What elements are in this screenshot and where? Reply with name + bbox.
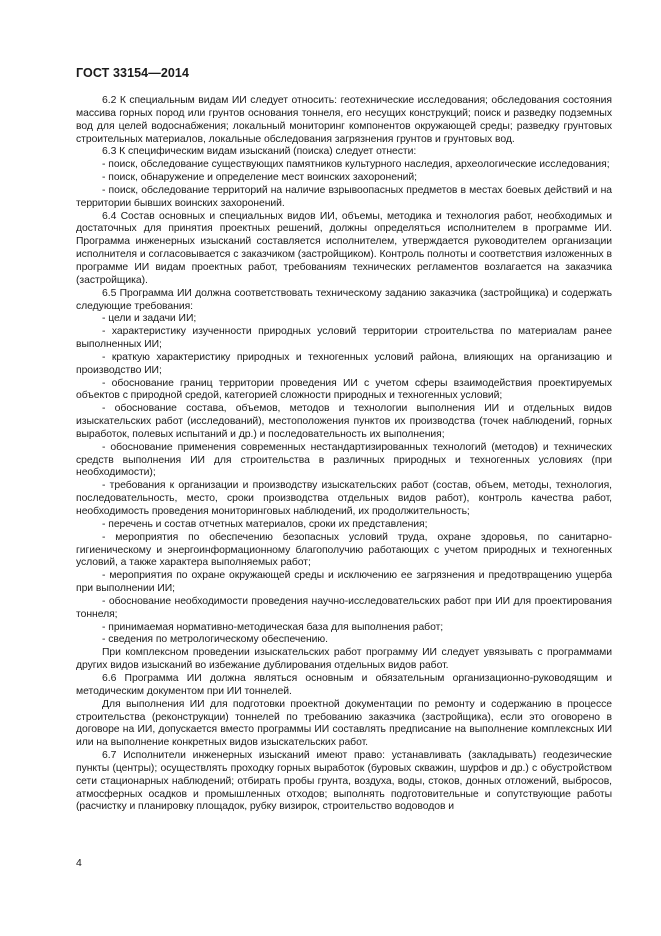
- list-item: - обоснование необходимости проведения научно-исследовательских работ при ИИ для проектирования тоннеля;: [76, 595, 612, 620]
- page-number: 4: [76, 858, 82, 869]
- document-body: [76, 95, 612, 814]
- list-item: - мероприятия по охране окружающей среды и исключению ее загрязнения и предотвращению ущерба при выполнении ИИ;: [76, 570, 612, 595]
- paragraph-6-6: 6.6 Программа ИИ должна являться основным и обязательным организационно-руководящим и методическим документом при ИИ тоннелей.: [76, 672, 612, 697]
- list-item: - требования к организации и производству изыскательских работ (состав, объем, методы, технология, последовательность, место, сроки производства отдельных видов работ), контроль качества работ, необходимость проведения мониторинговых наблюдений, их продолжительность;: [76, 480, 612, 517]
- list-item: - сведения по метрологическому обеспечению.: [102, 634, 328, 646]
- list-item: - краткую характеристику природных и техногенных условий района, влияющих на организацию и производство ИИ;: [76, 351, 612, 376]
- paragraph-6-5: 6.5 Программа ИИ должна соответствовать техническому заданию заказчика (застройщика) и содержать следующие требования:: [76, 287, 612, 312]
- list-item: - принимаемая нормативно-методическая база для выполнения работ;: [102, 621, 444, 633]
- paragraph-6-4: 6.4 Состав основных и специальных видов ИИ, объемы, методика и технология работ, необходимых и достаточных для принятия проектных решений, должны определяться исполнителем в программе ИИ. Программа инженерных изысканий составляется исполнителем, утверждается руководителем организации исполнителя и согласовывается с заказчиком (застройщиком). Контроль полноты и соответствия изложенных в программе ИИ видам проектных работ, требованиям технических регламентов возлагается на заказчика (застройщика).: [76, 210, 612, 286]
- list-item: - мероприятия по обеспечению безопасных условий труда, охране здоровья, по санитарно-гигиеническому и энергоинформационному благополучию работающих с учетом природных и техногенных условий, а также характера выполняемых работ;: [76, 531, 612, 569]
- list-item: - характеристику изученности природных условий территории строительства по материалам ранее выполненных ИИ;: [76, 326, 612, 351]
- list-item: - поиск, обследование существующих памятников культурного наследия, археологические исследования;: [102, 159, 610, 171]
- list-item: - цели и задачи ИИ;: [102, 313, 197, 325]
- paragraph-6-3: 6.3 К специфическим видам изысканий (поиска) следует отнести:: [102, 146, 417, 158]
- list-item: - поиск, обследование территорий на наличие взрывоопасных предметов в местах боевых действий и на территории бывших воинских захоронений.: [76, 184, 612, 209]
- list-item: - перечень и состав отчетных материалов, сроки их представления;: [102, 518, 428, 530]
- paragraph-complex-surveys: При комплексном проведении изыскательских работ программу ИИ следует увязывать с программами других видов изысканий во избежание дублирования отдельных видов работ.: [76, 647, 612, 672]
- list-item: - обоснование границ территории проведения ИИ с учетом сферы взаимодействия проектируемых объектов с природной средой, категорией сложности природных и техногенных условий;: [76, 377, 612, 402]
- list-item: - обоснование применения современных нестандартизированных технологий (методов) и технических средств выполнения ИИ для строительства в различных природных и техногенных условиях (при необходимости);: [76, 441, 612, 479]
- list-item: - поиск, обнаружение и определение мест воинских захоронений;: [102, 172, 417, 184]
- document-code-header: ГОСТ 33154—2014: [76, 66, 190, 80]
- paragraph-6-2: 6.2 К специальным видам ИИ следует относить: геотехнические исследования; обследования состояния массива горных пород или грунтов основания тоннеля, его несущих конструкций; поиск и разведку подземных вод для целей водоснабжения; локальный мониторинг компонентов окружающей среды; разведку грунтовых строительных материалов, локальные обследования загрязнения грунтов и грунтовых вод.: [76, 95, 612, 145]
- list-item: - обоснование состава, объемов, методов и технологии выполнения ИИ и отдельных видов изыскательских работ (исследований), местоположения пунктов их производства (точек наблюдений, горных выработок, полевых испытаний и др.) и последовательность их выполнения;: [76, 403, 612, 440]
- paragraph-6-7: 6.7 Исполнители инженерных изысканий имеют право: устанавливать (закладывать) геодезические пункты (центры); осуществлять проходку горных выработок (буровых скважин, шурфов и др.) с обустройством сети стационарных наблюдений; отбирать пробы грунта, воздуха, воды, стоков, донных отложений, выбросов, атмосферных осадков и промышленных отходов; выполнять подготовительные и сопутствующие работы (расчистку и планировку площадок, рубку визирок, строительство водоводов и: [76, 750, 612, 813]
- paragraph-design-documentation: Для выполнения ИИ для подготовки проектной документации по ремонту и содержанию в процессе строительства (реконструкции) тоннелей по требованию заказчика (застройщика), если это оговорено в договоре на ИИ, допускается вместо программы ИИ составлять предписание на выполнение комплексных ИИ или на выполнение конкретных видов изыскательских работ.: [76, 698, 612, 749]
